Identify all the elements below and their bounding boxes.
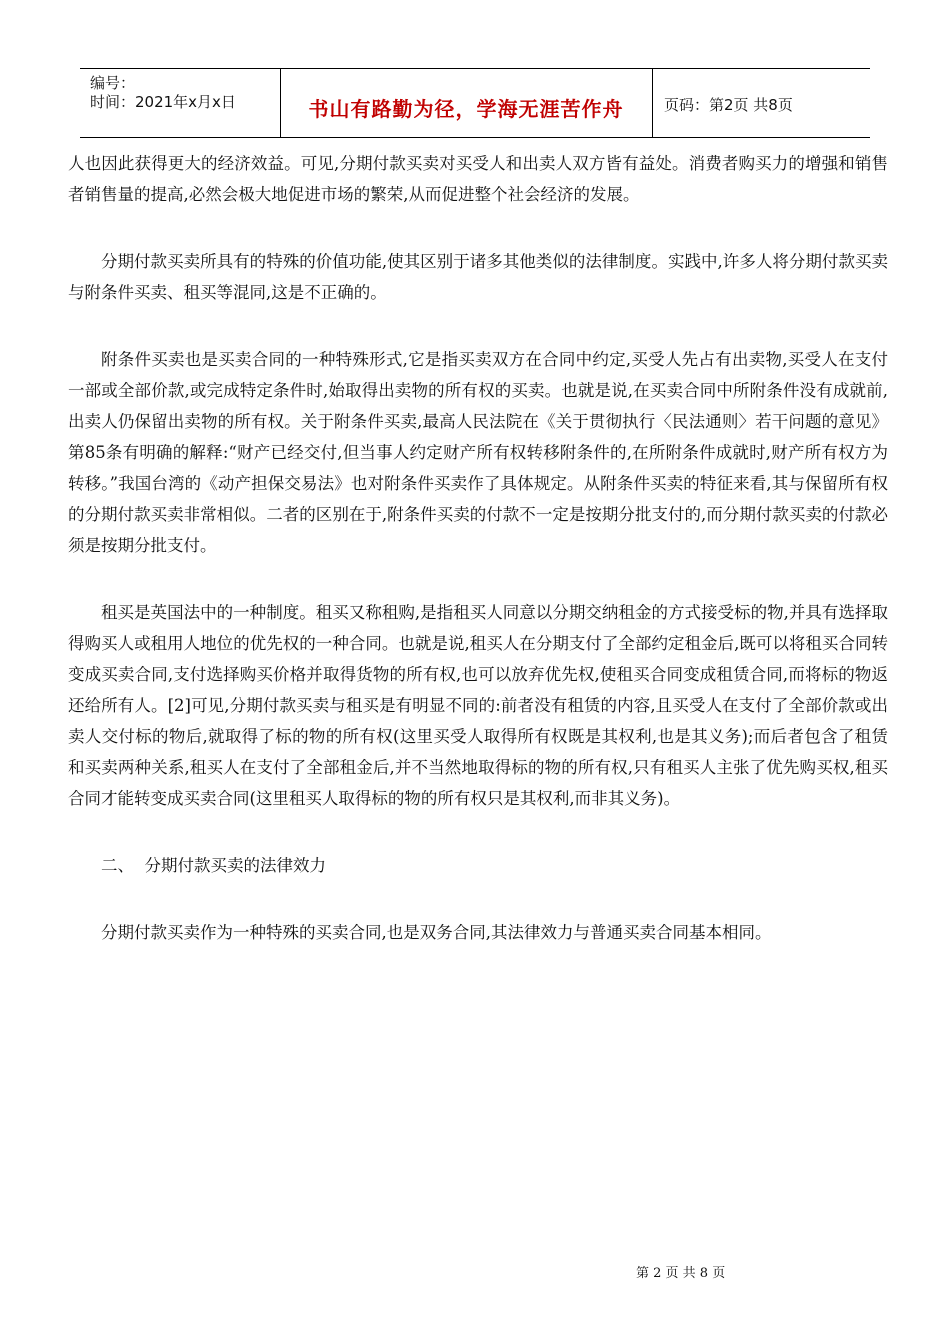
document-body [68,148,888,948]
header-page-number: 页码：第2页 共8页 [664,96,793,114]
section-heading: 二、 分期付款买卖的法律效力 [101,856,326,875]
page-header [80,68,870,138]
header-motto: 书山有路勤为径，学海无涯苦作舟 [308,97,624,121]
header-left-cell [80,69,281,137]
page-footer: 第 2 页 共 8 页 [636,1266,726,1281]
paragraph: 附条件买卖也是买卖合同的一种特殊形式,它是指买卖双方在合同中约定,买受人先占有出卖物,买受人在支付一部或全部价款,或完成特定条件时,始取得出卖物的所有权的买卖。也就是说,在买卖合同中所附条件没有成就前,出卖人仍保留出卖物的所有权。关于附条件买卖,最高人民法院在《关于贯彻执行〈民法通则〉若干问题的意见》第85条有明确的解释:“财产已经交付,但当事人约定财产所有权转移附条件的,在所附条件成就时,财产所有权方为转移。”我国台湾的《动产担保交易法》也对附条件买卖作了具体规定。从附条件买卖的特征来看,其与保留所有权的分期付款买卖非常相似。二者的区别在于,附条件买卖的付款不一定是按期分批支付的,而分期付款买卖的付款必须是按期分批支付。 [68,350,888,555]
header-middle-cell [280,69,653,137]
paragraph-continuation: 人也因此获得更大的经济效益。可见,分期付款买卖对买受人和出卖人双方皆有益处。消费者购买力的增强和销售者销售量的提高,必然会极大地促进市场的繁荣,从而促进整个社会经济的发展。 [68,154,888,204]
header-right-cell [652,69,870,137]
document-date-label: 时间：2021年x月x日 [90,93,236,111]
paragraph: 分期付款买卖作为一种特殊的买卖合同,也是双务合同,其法律效力与普通买卖合同基本相同。 [101,923,772,942]
document-id-label: 编号： [90,74,136,92]
paragraph: 租买是英国法中的一种制度。租买又称租购,是指租买人同意以分期交纳租金的方式接受标的物,并具有选择取得购买人或租用人地位的优先权的一种合同。也就是说,租买人在分期支付了全部约定租金后,既可以将租买合同转变成买卖合同,支付选择购买价格并取得货物的所有权,也可以放弃优先权,使租买合同变成租赁合同,而将标的物返还给所有人。[2]可见,分期付款买卖与租买是有明显不同的:前者没有租赁的内容,且买受人在支付了全部价款或出卖人交付标的物后,就取得了标的物的所有权(这里买受人取得所有权既是其权利,也是其义务);而后者包含了租赁和买卖两种关系,租买人在支付了全部租金后,并不当然地取得标的物的所有权,只有租买人主张了优先购买权,租买合同才能转变成买卖合同(这里租买人取得标的物的所有权只是其权利,而非其义务)。 [68,603,888,808]
paragraph: 分期付款买卖所具有的特殊的价值功能,使其区别于诸多其他类似的法律制度。实践中,许多人将分期付款买卖与附条件买卖、租买等混同,这是不正确的。 [68,252,888,302]
